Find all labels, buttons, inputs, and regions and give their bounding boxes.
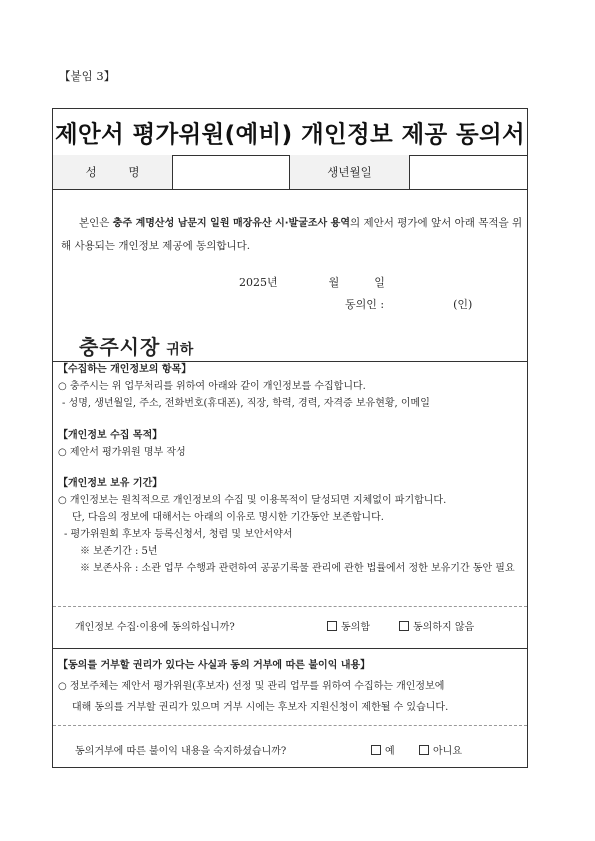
intro-paragraph: 본인은 충주 계명산성 남문지 일원 매장유산 시·발굴조사 용역의 제안서 평가에 앞서 아래 목적을 위해 사용되는 개인정보 제공에 동의합니다.	[61, 217, 523, 252]
addressee-honorific: 귀하	[166, 342, 194, 358]
retention-heading: 【개인정보 보유 기간】	[58, 478, 163, 489]
date-month: 월	[328, 276, 340, 289]
form-title: 제안서 평가위원(예비) 개인정보 제공 동의서	[53, 109, 527, 156]
yes-option[interactable]: 예	[371, 742, 395, 757]
checkbox-icon[interactable]	[327, 621, 337, 631]
checkbox-icon[interactable]	[399, 621, 409, 631]
divider	[53, 725, 527, 726]
collected-items-heading: 【수집하는 개인정보의 항목】	[58, 364, 192, 375]
addressee	[79, 331, 193, 360]
refusal-heading: 【동의를 거부할 권리가 있다는 사실과 동의 거부에 따른 불이익 내용】	[58, 660, 371, 671]
date-line	[239, 274, 385, 290]
consent-question: 개인정보 수집·이용에 동의하십니까?	[75, 622, 235, 633]
date-year: 2025년	[239, 276, 278, 289]
purpose-section: 【개인정보 수집 목적】 ○ 제안서 평가위원 명부 작성	[58, 427, 524, 461]
collected-items-section: 【수집하는 개인정보의 항목】 ○ 충주시는 위 업무처리를 위하여 아래와 같이 개인정보를 수집합니다. - 성명, 생년월일, 주소, 전화번호(휴대폰), 직장, 학력, 경력, 자격증 보유현황, 이메일	[58, 361, 524, 412]
signer-label: 동의인 :	[345, 298, 385, 311]
name-field[interactable]	[173, 155, 290, 189]
name-label: 성 명	[53, 155, 173, 189]
date-day: 일	[374, 276, 385, 289]
divider	[53, 606, 527, 607]
disagree-option[interactable]: 동의하지 않음	[399, 618, 474, 633]
checkbox-icon[interactable]	[371, 745, 381, 755]
purpose-heading: 【개인정보 수집 목적】	[58, 430, 163, 441]
signer-line	[345, 296, 472, 312]
refusal-section: 【동의를 거부할 권리가 있다는 사실과 동의 거부에 따른 불이익 내용】 ○ 정보주체는 제안서 평가위원(후보자) 선정 및 관리 업무를 위하여 수집하는 개인정보에 대해 동의를 거부할 권리가 있으며 거부 시에는 후보자 지원신청이 제한될 수 있습니다.	[58, 655, 524, 718]
checkbox-icon[interactable]	[419, 745, 429, 755]
seal-mark: (인)	[453, 298, 473, 311]
info-row	[53, 155, 527, 190]
no-option[interactable]: 아니요	[419, 742, 462, 757]
attachment-label: 【붙임 3】	[59, 69, 116, 83]
agree-option[interactable]: 동의함	[327, 618, 370, 633]
retention-section: 【개인정보 보유 기간】 ○ 개인정보는 원칙적으로 개인정보의 수집 및 이용목적이 달성되면 지체없이 파기합니다. 단, 다음의 정보에 대해서는 아래의 이유로 명시한 기간동안 보존합니다. - 평가위원회 후보자 등록신청서, 청렴 및 보안서약서 ※ 보존기간 : 5년 ※ 보존사유 : 소관 업무 수행과 관련하여 공공기록물 관리에 관한 법률에서 정한 보유기간 동안 필요	[58, 475, 524, 577]
divider	[53, 648, 527, 649]
project-name: 충주 계명산성 남문지 일원 매장유산 시·발굴조사 용역	[112, 218, 350, 229]
addressee-name: 충주시장	[79, 335, 161, 359]
consent-form	[52, 108, 528, 768]
birthdate-field[interactable]	[410, 155, 529, 189]
birthdate-label: 생년월일	[290, 155, 410, 189]
acknowledge-question: 동의거부에 따른 불이익 내용을 숙지하셨습니까?	[75, 746, 287, 757]
